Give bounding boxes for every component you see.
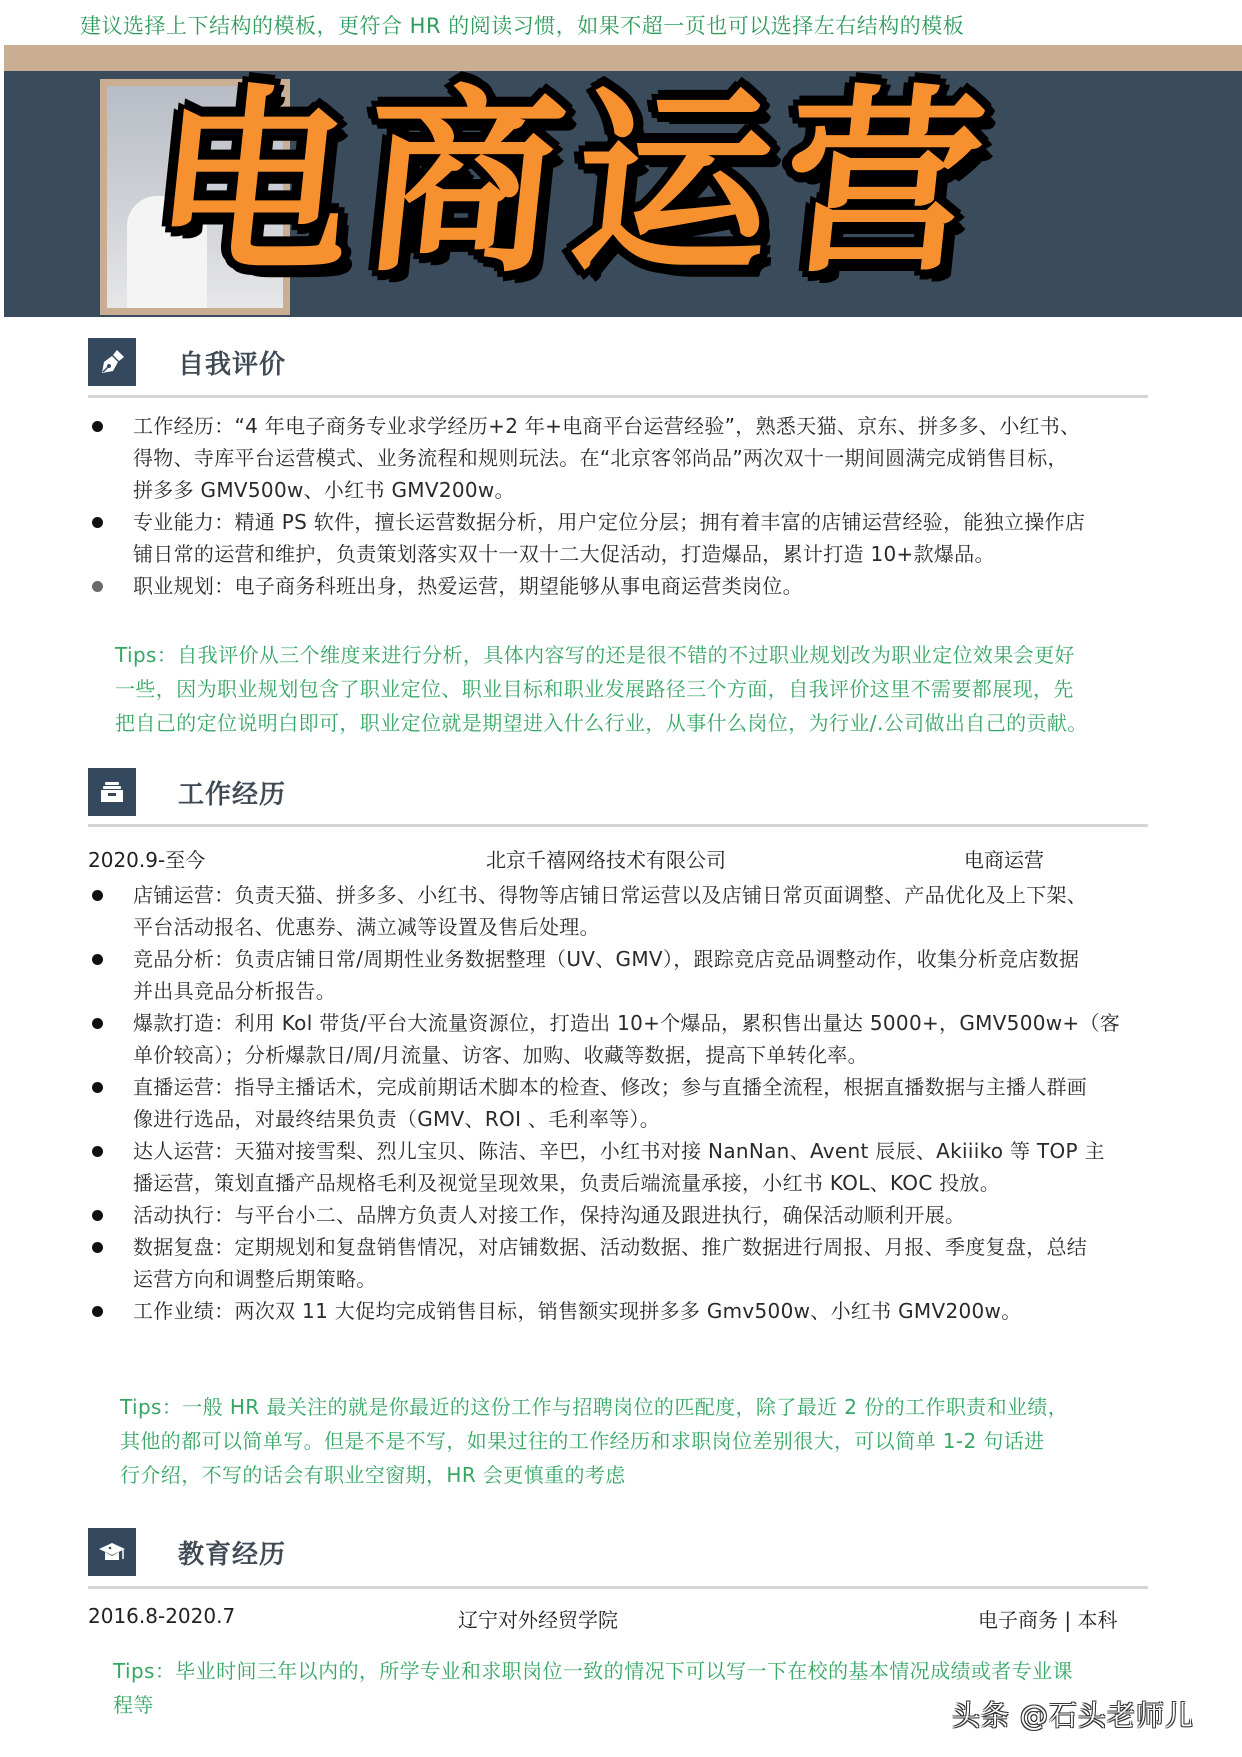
fountain-pen-icon [88,338,136,386]
list-item: 达人运营：天猫对接雪梨、烈儿宝贝、陈洁、辛巴，小红书对接 NanNan、Avent 辰辰、Akiiiko 等 TOP 主 播运营，策划直播产品规格毛利及视觉呈现效果，负责后端流量承接，小红书 KOL、KOC 投放。 [88,1135,1158,1199]
work-entry-header [88,844,1148,874]
list-item: 直播运营：指导主播话术，完成前期话术脚本的检查、修改；参与直播全流程，根据直播数据与主播人群画 像进行选品，对最终结果负责（GMV、ROI 、毛利率等）。 [88,1071,1158,1135]
section-header-self-eval [88,338,286,386]
watermark: 头条 @石头老师儿 [952,1699,1194,1732]
top-note: 建议选择上下结构的模板，更符合 HR 的阅读习惯，如果不超一页也可以选择左右结构的模板 [80,14,965,38]
section-header-work [88,768,286,816]
section-title: 教育经历 [178,1539,287,1570]
section-title: 自我评价 [178,349,287,380]
banner-title-char: 运 [561,68,785,299]
list-item: 工作业绩：两次双 11 大促均完成销售目标，销售额实现拼多多 Gmv500w、小红书 GMV200w。 [88,1295,1158,1327]
banner-title-char: 营 [771,68,995,299]
header-banner [4,45,1242,317]
section-header-education [88,1528,286,1576]
list-item: 数据复盘：定期规划和复盘销售情况，对店铺数据、活动数据、推广数据进行周报、月报、季度复盘，总结 运营方向和调整后期策略。 [88,1231,1158,1295]
education-entry [88,1604,1148,1634]
job-position: 电商运营 [964,848,1044,872]
education-period: 2016.8-2020.7 [88,1604,236,1628]
tips-self-eval: Tips：自我评价从三个维度来进行分析，具体内容写的还是很不错的不过职业规划改为职业定位效果会更好 一些，因为职业规划包含了职业定位、职业目标和职业发展路径三个方面，自我评价这里不需要都展现，先 把自己的定位说明白即可，职业定位就是期望进入什么行业，从事什么岗位，为行业/.公司做出自己的贡献。 [115,643,1088,735]
banner-title-char: 电 [141,68,365,299]
graduation-cap-icon [88,1528,136,1576]
list-item: 竞品分析：负责店铺日常/周期性业务数据整理（UV、GMV），跟踪竞店竞品调整动作，收集分析竞店数据 并出具竞品分析报告。 [88,943,1158,1007]
tips-work: Tips：一般 HR 最关注的就是你最近的这份工作与招聘岗位的匹配度，除了最近 2 份的工作职责和业绩， 其他的都可以简单写。但是不是不写，如果过往的工作经历和求职岗位差别很大，可以简单 1-2 句话进 行介绍，不写的话会有职业空窗期，HR 会更慎重的考虑 [120,1395,1069,1487]
section-divider [88,824,1148,827]
banner-title-char: 商 [351,68,575,299]
list-item: 专业能力：精通 PS 软件，擅长运营数据分析，用户定位分层；拥有着丰富的店铺运营经验，能独立操作店 铺日常的运营和维护，负责策划落实双十一双十二大促活动，打造爆品，累计打造 10+款爆品。 [88,506,1158,570]
list-item: 职业规划：电子商务科班出身，热爱运营，期望能够从事电商运营类岗位。 [88,570,1158,602]
list-item: 爆款打造：利用 Kol 带货/平台大流量资源位，打造出 10+个爆品，累积售出量达 5000+，GMV500w+（客 单价较高）；分析爆款日/周/月流量、访客、加购、收藏等数据，提高下单转化率。 [88,1007,1158,1071]
company-name: 北京千禧网络技术有限公司 [486,848,726,872]
section-divider [88,1586,1148,1589]
list-item: 店铺运营：负责天猫、拼多多、小红书、得物等店铺日常运营以及店铺日常页面调整、产品优化及上下架、 平台活动报名、优惠券、满立减等设置及售后处理。 [88,879,1158,943]
file-drawer-icon [88,768,136,816]
self-eval-list [88,410,1158,602]
major-degree: 电子商务 | 本科 [978,1608,1118,1632]
tips-education: Tips：毕业时间三年以内的，所学专业和求职岗位一致的情况下可以写一下在校的基本情况成绩或者专业课 程等 [113,1659,1073,1717]
work-period: 2020.9-至今 [88,848,206,872]
list-item: 工作经历：“4 年电子商务专业求学经历+2 年+电商平台运营经验”，熟悉天猫、京东、拼多多、小红书、 得物、寺库平台运营模式、业务流程和规则玩法。在“北京客邻尚品”两次双十一期间圆满完成销售目标， 拼多多 GMV500w、小红书 GMV200w。 [88,410,1158,506]
work-duties-list [88,879,1158,1327]
school-name: 辽宁对外经贸学院 [458,1608,618,1632]
list-item: 活动执行：与平台小二、品牌方负责人对接工作，保持沟通及跟进执行，确保活动顺利开展。 [88,1199,1158,1231]
section-title: 工作经历 [178,779,287,810]
banner-title [141,68,995,299]
section-divider [88,395,1148,398]
